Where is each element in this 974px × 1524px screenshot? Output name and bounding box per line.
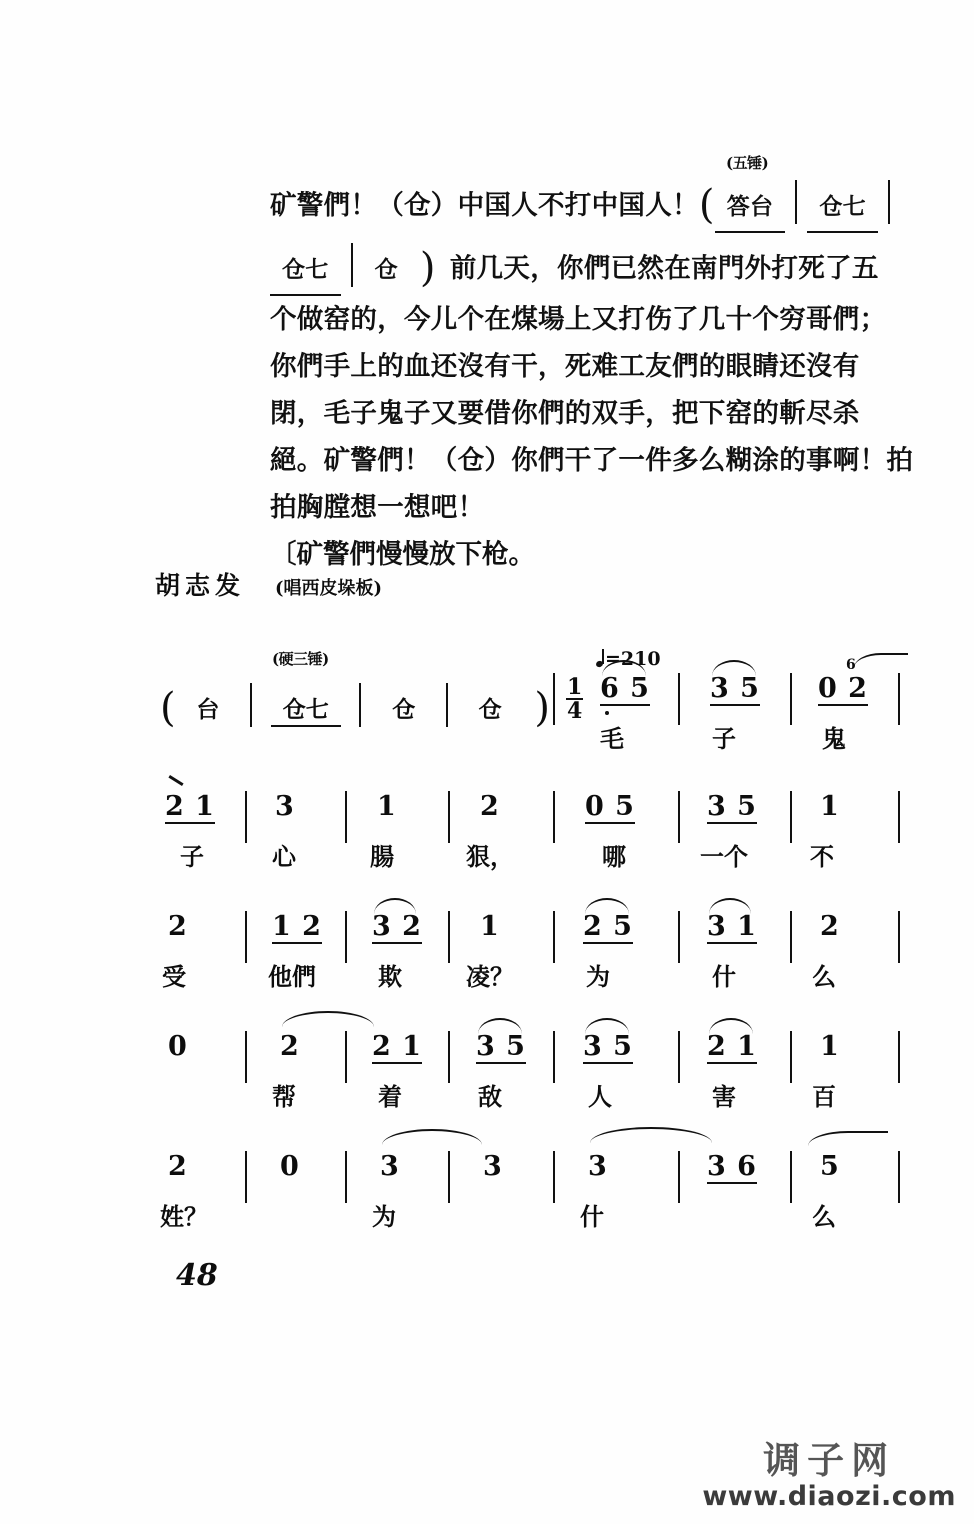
note-digits: 2 bbox=[168, 1151, 188, 1182]
lyric: 毛 bbox=[600, 724, 624, 753]
note-digits: 0 5 bbox=[585, 791, 635, 822]
percussion-barline bbox=[888, 180, 890, 224]
note-group bbox=[168, 1033, 188, 1060]
note-group bbox=[280, 1153, 300, 1180]
note-digits: 3 5 bbox=[476, 1031, 526, 1062]
note-group bbox=[280, 1033, 300, 1060]
percussion-barline bbox=[446, 683, 448, 727]
watermark bbox=[702, 1440, 956, 1512]
percussion-label-yingsanchui: (硬三锤) bbox=[272, 650, 329, 668]
note-group bbox=[380, 1153, 400, 1180]
tempo-bpm: 210 bbox=[620, 648, 661, 670]
barline bbox=[790, 673, 792, 725]
note-digits: 0 bbox=[280, 1151, 300, 1182]
note-digits: 3 5 bbox=[710, 673, 760, 704]
dialogue-line-4: 你們手上的血还沒有干，死难工友們的眼睛还沒有 bbox=[270, 351, 860, 382]
time-signature-denominator: 4 bbox=[567, 698, 583, 725]
barline bbox=[245, 911, 247, 963]
barline bbox=[790, 911, 792, 963]
note-group bbox=[372, 913, 422, 944]
dialogue-line-7: 拍胸膛想一想吧！ bbox=[270, 492, 485, 523]
note-group bbox=[600, 675, 650, 706]
note-digits: 2 bbox=[168, 911, 188, 942]
note-group bbox=[377, 793, 397, 820]
note-group bbox=[165, 793, 215, 824]
note-group bbox=[707, 1033, 757, 1064]
percussion-intro-open-paren: ( bbox=[160, 685, 176, 731]
percussion-cell-cang-1: 仓 bbox=[392, 696, 416, 723]
note-group bbox=[480, 793, 500, 820]
score-row-5 bbox=[0, 1125, 974, 1245]
note-group bbox=[710, 675, 760, 706]
lyric: 什 bbox=[580, 1202, 604, 1231]
percussion-intro-close-paren: ) bbox=[534, 685, 550, 731]
note-digits: 3 2 bbox=[372, 911, 422, 942]
percussion-cell-cangqi: 仓七 bbox=[271, 691, 341, 727]
note-group bbox=[275, 793, 295, 820]
barline bbox=[553, 673, 555, 725]
barline bbox=[245, 791, 247, 843]
barline bbox=[245, 1151, 247, 1203]
note-digits: 2 bbox=[480, 791, 500, 822]
note-digits: 2 bbox=[820, 911, 840, 942]
percussion-cell-cangqi-2: 仓七 bbox=[270, 246, 341, 296]
barline bbox=[345, 1151, 347, 1203]
note-digits: 3 bbox=[380, 1151, 400, 1182]
note-group bbox=[820, 1153, 840, 1180]
note-digits: 2 1 bbox=[707, 1031, 757, 1062]
score-row-2 bbox=[0, 765, 974, 885]
dialogue-line-1 bbox=[270, 170, 960, 233]
lyric: 腸 bbox=[370, 842, 394, 871]
dialogue-block bbox=[270, 154, 960, 578]
score-row-3 bbox=[0, 885, 974, 1005]
note-group bbox=[820, 793, 840, 820]
note-digits: 0 bbox=[168, 1031, 188, 1062]
note-digits: 3 1 bbox=[707, 911, 757, 942]
note-digits: 3 bbox=[275, 791, 295, 822]
lyric: 么 bbox=[812, 1202, 836, 1231]
percussion-cell-tai: 台 bbox=[196, 696, 220, 723]
barline bbox=[448, 1151, 450, 1203]
note-group bbox=[820, 913, 840, 940]
lyric: 百 bbox=[812, 1082, 836, 1111]
barline bbox=[678, 791, 680, 843]
speaker-name: 胡志发 bbox=[155, 571, 246, 600]
barline bbox=[448, 791, 450, 843]
note-digits: 1 bbox=[820, 1031, 840, 1062]
score-row-4 bbox=[0, 1005, 974, 1125]
percussion-barline bbox=[351, 243, 353, 287]
lyric: 着 bbox=[378, 1082, 402, 1111]
lyric: 什 bbox=[712, 962, 736, 991]
barline bbox=[553, 911, 555, 963]
lyric: 子 bbox=[180, 842, 204, 871]
slur-tail bbox=[854, 653, 908, 671]
barline bbox=[898, 1031, 900, 1083]
watermark-url: www.diaozi.com bbox=[702, 1481, 956, 1513]
note-digits: 1 bbox=[480, 911, 500, 942]
tempo-equals: = bbox=[605, 648, 621, 670]
page-number: 48 bbox=[176, 1258, 218, 1293]
time-signature bbox=[566, 676, 583, 723]
note-group bbox=[372, 1033, 422, 1064]
note-digits: 2 bbox=[280, 1031, 300, 1062]
lyric: 帮 bbox=[272, 1082, 296, 1111]
watermark-site-name: 调子网 bbox=[763, 1438, 896, 1482]
lyric: 为 bbox=[586, 962, 610, 991]
note-digits: 1 bbox=[377, 791, 397, 822]
barline bbox=[898, 791, 900, 843]
note-digits: 2 5 bbox=[583, 911, 633, 942]
note-group bbox=[707, 913, 757, 944]
note-group bbox=[476, 1033, 526, 1064]
note-digits: 3 bbox=[483, 1151, 503, 1182]
note-digits: 1 2 bbox=[272, 911, 322, 942]
slur-long bbox=[590, 1127, 712, 1143]
note-digits: 3 bbox=[588, 1151, 608, 1182]
note-digits: 6 5 bbox=[600, 673, 650, 704]
lyric: 为 bbox=[372, 1202, 396, 1231]
percussion-intro-run bbox=[160, 673, 550, 731]
stage-direction: 〔矿警們慢慢放下枪。 bbox=[270, 539, 535, 570]
grace-tick-icon bbox=[168, 775, 183, 786]
note-group bbox=[480, 913, 500, 940]
dialogue-line-6: 絕。矿警們！（仓）你們干了一件多么糊涂的事啊！拍 bbox=[270, 445, 914, 476]
percussion-cell-cang: 仓 bbox=[374, 256, 398, 283]
lyric: 姓？ bbox=[160, 1202, 208, 1231]
lyric: 人 bbox=[588, 1082, 612, 1111]
barline bbox=[345, 1031, 347, 1083]
jianpu-score bbox=[0, 645, 974, 1245]
dialogue-line-2-text: 前几天，你們已然在南門外打死了五 bbox=[449, 253, 879, 284]
barline bbox=[790, 791, 792, 843]
percussion-barline bbox=[359, 683, 361, 727]
lyric: 狠， bbox=[466, 842, 514, 871]
barline bbox=[898, 911, 900, 963]
percussion-cell-cangqi-1: 仓七 bbox=[807, 183, 878, 233]
score-row-1 bbox=[0, 645, 974, 765]
barline bbox=[790, 1151, 792, 1203]
percussion-barline bbox=[795, 180, 797, 224]
speaker-row bbox=[155, 566, 382, 602]
lyric: 敌 bbox=[478, 1082, 502, 1111]
percussion-barline bbox=[250, 683, 252, 727]
lyric: 害 bbox=[712, 1082, 736, 1111]
time-signature-numerator: 1 bbox=[567, 674, 583, 700]
barline bbox=[678, 1151, 680, 1203]
note-group bbox=[585, 793, 635, 824]
percussion-close-paren: ) bbox=[419, 245, 436, 291]
note-group bbox=[272, 913, 322, 944]
barline bbox=[790, 1031, 792, 1083]
note-digits: 1 bbox=[820, 791, 840, 822]
percussion-cell-datai: 答台 bbox=[715, 183, 786, 233]
note-digits: 0 2 bbox=[818, 673, 868, 704]
note-digits: 5 bbox=[820, 1151, 840, 1182]
barline bbox=[553, 791, 555, 843]
percussion-cell-cang-2: 仓 bbox=[478, 696, 502, 723]
note-digits: 3 6 bbox=[707, 1151, 757, 1182]
lyric: 哪 bbox=[602, 842, 626, 871]
note-digits: 2 1 bbox=[165, 791, 215, 822]
lyric: 不 bbox=[810, 842, 834, 871]
dialogue-line-5: 閉，毛子鬼子又要借你們的双手，把下窑的斬尽杀 bbox=[270, 398, 860, 429]
slur-tail bbox=[808, 1131, 888, 1149]
percussion-run-1 bbox=[699, 170, 900, 233]
speaker-singing-mode: (唱西皮垛板) bbox=[275, 578, 383, 599]
dialogue-line-3: 个做窑的，今儿个在煤場上又打伤了几十个穷哥們； bbox=[270, 304, 887, 335]
note-group bbox=[707, 793, 757, 824]
note-group bbox=[583, 1033, 633, 1064]
grace-note-superscript: 6 bbox=[846, 657, 856, 673]
barline bbox=[553, 1031, 555, 1083]
lyric: 子 bbox=[712, 724, 736, 753]
percussion-label-wuchui: (五锤) bbox=[726, 154, 769, 172]
note-group bbox=[707, 1153, 757, 1184]
lyric: 么 bbox=[812, 962, 836, 991]
dialogue-line-2 bbox=[270, 233, 960, 296]
barline bbox=[448, 911, 450, 963]
note-digits: 3 5 bbox=[583, 1031, 633, 1062]
lyric: 欺 bbox=[378, 962, 402, 991]
note-group bbox=[818, 657, 868, 706]
quarter-note-icon bbox=[596, 651, 605, 667]
barline bbox=[898, 1151, 900, 1203]
barline bbox=[553, 1151, 555, 1203]
barline bbox=[678, 911, 680, 963]
lyric: 受 bbox=[162, 962, 186, 991]
percussion-open-paren: ( bbox=[698, 182, 715, 228]
barline bbox=[448, 1031, 450, 1083]
note-group bbox=[588, 1153, 608, 1180]
note-group bbox=[168, 1153, 188, 1180]
octave-dot-low bbox=[605, 711, 609, 715]
note-group bbox=[483, 1153, 503, 1180]
barline bbox=[678, 1031, 680, 1083]
barline bbox=[345, 911, 347, 963]
barline bbox=[245, 1031, 247, 1083]
slur-long bbox=[282, 1011, 374, 1027]
note-digits: 3 5 bbox=[707, 791, 757, 822]
barline bbox=[678, 673, 680, 725]
barline bbox=[898, 673, 900, 725]
note-group bbox=[168, 913, 188, 940]
note-group bbox=[583, 913, 633, 944]
barline bbox=[345, 791, 347, 843]
lyric: 他們 bbox=[268, 962, 316, 991]
lyric: 鬼 bbox=[822, 724, 846, 753]
lyric: 一个 bbox=[700, 842, 748, 871]
percussion-run-2 bbox=[270, 233, 436, 296]
lyric: 凌？ bbox=[466, 962, 514, 991]
dialogue-line-1-text: 矿警們！（仓）中国人不打中国人！ bbox=[270, 190, 699, 221]
lyric: 心 bbox=[272, 842, 296, 871]
slur-long bbox=[382, 1129, 482, 1145]
note-group bbox=[820, 1033, 840, 1060]
note-digits: 2 1 bbox=[372, 1031, 422, 1062]
